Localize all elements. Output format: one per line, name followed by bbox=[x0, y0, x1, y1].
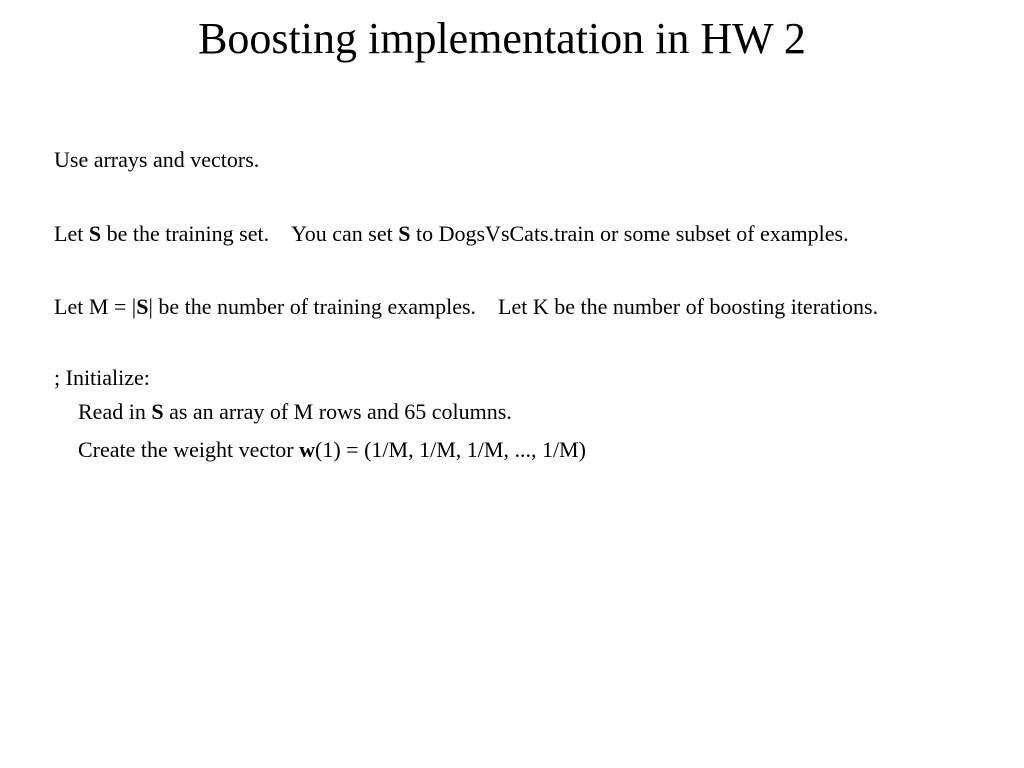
line-read-in bbox=[54, 396, 904, 428]
line-training-set bbox=[54, 218, 904, 249]
text-segment: be the training set. bbox=[101, 221, 270, 246]
text-segment: (1) = (1/M, 1/M, 1/M, ..., 1/M) bbox=[315, 437, 586, 462]
line-num-examples bbox=[54, 291, 904, 322]
init-label: ; Initialize: bbox=[54, 365, 150, 390]
text-segment: You can set bbox=[291, 221, 399, 246]
text-segment: to DogsVsCats.train or some subset of examples. bbox=[410, 221, 849, 246]
text-segment: Let K be the number of boosting iterations. bbox=[498, 294, 879, 319]
symbol-s: S bbox=[398, 221, 411, 246]
line-use-arrays: Use arrays and vectors. bbox=[54, 147, 260, 172]
line-weight-vector bbox=[54, 434, 904, 466]
symbol-s: S bbox=[136, 294, 149, 319]
slide-title: Boosting implementation in HW 2 bbox=[198, 14, 806, 63]
text-segment: as an array of M rows and 65 columns. bbox=[163, 399, 512, 424]
text-segment: Let M = | bbox=[54, 294, 137, 319]
symbol-s: S bbox=[88, 221, 102, 246]
slide-body bbox=[54, 144, 904, 466]
text-segment: Create the weight vector bbox=[78, 437, 300, 462]
symbol-s: S bbox=[151, 399, 164, 424]
text-segment: Read in bbox=[78, 399, 152, 424]
text-segment: | be the number of training examples. bbox=[148, 294, 477, 319]
symbol-w: w bbox=[299, 437, 316, 462]
text-segment: Let bbox=[54, 221, 89, 246]
